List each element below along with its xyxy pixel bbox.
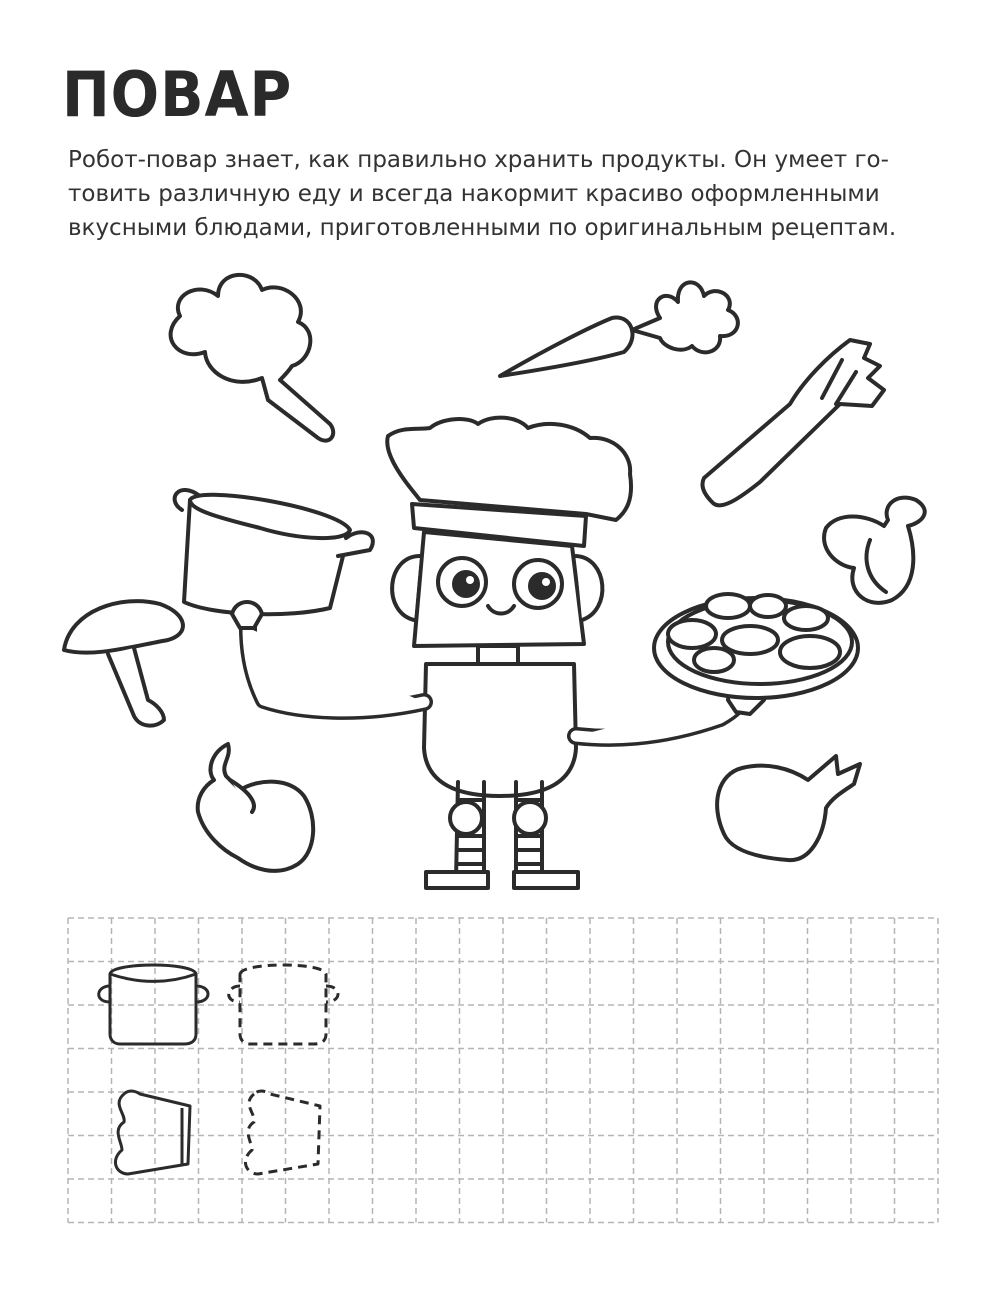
chef-hat-trace-icon: [245, 1091, 320, 1174]
chef-hat-sample-icon: [115, 1091, 190, 1174]
intro-line-1: Робот-повар знает, как правильно хранить продукты. Он умеет го-: [68, 147, 889, 173]
page-title: ПОВАР: [62, 58, 293, 131]
intro-line-2: товить различную еду и всегда накормит красиво оформленными: [68, 181, 880, 207]
grid-lines: [68, 918, 938, 1223]
intro-line-3: вкусными блюдами, приготовленными по оригинальным рецептам.: [68, 215, 897, 241]
